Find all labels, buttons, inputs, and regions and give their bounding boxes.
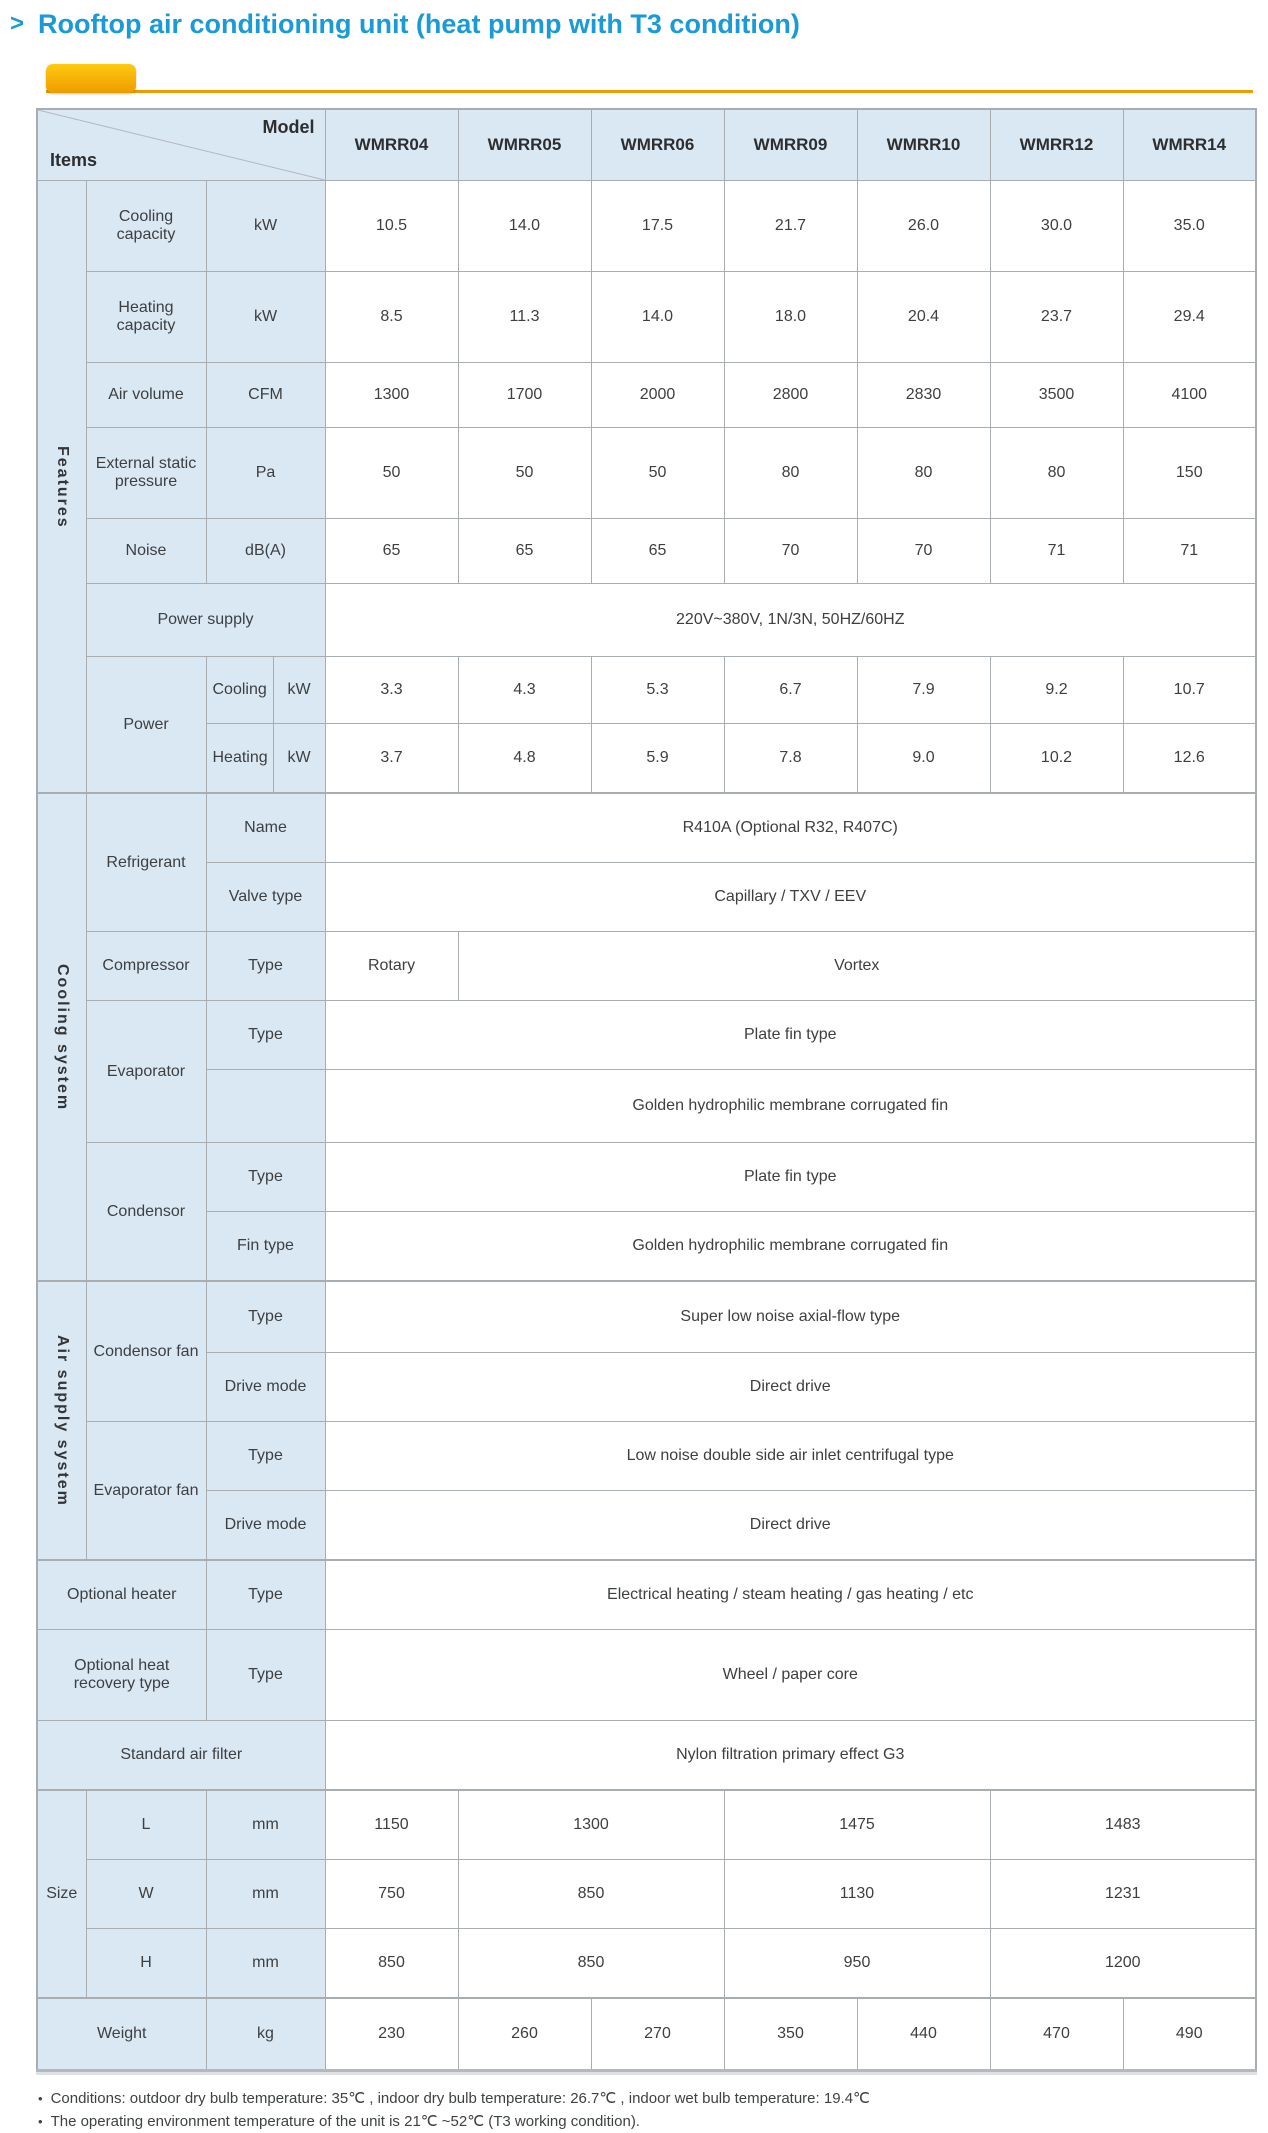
value-cell: 70 xyxy=(857,519,990,584)
value-cell: 1200 xyxy=(990,1929,1256,1999)
table-row xyxy=(37,1143,1256,1212)
value-cell: 12.6 xyxy=(1123,724,1256,794)
row-label: Cooling capacity xyxy=(86,181,206,272)
table-row xyxy=(37,1212,1256,1282)
value-cell: 3.7 xyxy=(325,724,458,794)
value-cell: 850 xyxy=(325,1929,458,1999)
bullet-icon: • xyxy=(38,2113,43,2129)
value-cell: 5.9 xyxy=(591,724,724,794)
value-cell: 1130 xyxy=(724,1860,990,1929)
value-cell: 17.5 xyxy=(591,181,724,272)
page-title-text: Rooftop air conditioning unit (heat pump with T3 condition) xyxy=(38,9,800,39)
table-row xyxy=(37,657,1256,724)
table-row xyxy=(37,863,1256,932)
sub-label: Type xyxy=(206,932,325,1001)
value-cell: 3500 xyxy=(990,363,1123,428)
sub-label: Type xyxy=(206,1630,325,1721)
title-marker-icon: > xyxy=(10,10,25,37)
unit-cell: mm xyxy=(206,1790,325,1860)
value-cell: Golden hydrophilic membrane corrugated fin xyxy=(325,1212,1256,1282)
table-row xyxy=(37,1422,1256,1491)
corner-cell xyxy=(37,109,325,181)
value-cell: 440 xyxy=(857,1998,990,2071)
table-row xyxy=(37,1790,1256,1860)
value-cell: Vortex xyxy=(458,932,1256,1001)
sub-label: Drive mode xyxy=(206,1491,325,1561)
value-cell: 29.4 xyxy=(1123,272,1256,363)
note-line xyxy=(38,2111,1268,2133)
value-cell: 2000 xyxy=(591,363,724,428)
unit-cell: mm xyxy=(206,1929,325,1999)
unit-cell: kW xyxy=(206,181,325,272)
sub-label: Type xyxy=(206,1281,325,1353)
row-label: Weight xyxy=(37,1998,206,2071)
table-row xyxy=(37,724,1256,794)
value-cell: Plate fin type xyxy=(325,1001,1256,1070)
value-cell: 1300 xyxy=(458,1790,724,1860)
table-row xyxy=(37,1070,1256,1143)
value-cell: 4100 xyxy=(1123,363,1256,428)
value-cell: 9.0 xyxy=(857,724,990,794)
value-cell: Rotary xyxy=(325,932,458,1001)
unit-cell: kW xyxy=(206,272,325,363)
value-cell: 8.5 xyxy=(325,272,458,363)
value-cell: 850 xyxy=(458,1860,724,1929)
value-cell: 5.3 xyxy=(591,657,724,724)
value-cell: 21.7 xyxy=(724,181,857,272)
table-row xyxy=(37,181,1256,272)
unit-cell: kg xyxy=(206,1998,325,2071)
value-cell: 7.8 xyxy=(724,724,857,794)
table-row xyxy=(37,363,1256,428)
value-cell: R410A (Optional R32, R407C) xyxy=(325,793,1256,863)
value-cell: Capillary / TXV / EEV xyxy=(325,863,1256,932)
value-cell: 80 xyxy=(724,428,857,519)
model-header: WMRR06 xyxy=(591,109,724,181)
table-row xyxy=(37,1998,1256,2071)
value-cell: 4.8 xyxy=(458,724,591,794)
accent-chip xyxy=(46,64,136,93)
value-cell: 35.0 xyxy=(1123,181,1256,272)
row-label: Evaporator fan xyxy=(86,1422,206,1561)
note-text: The operating environment temperature of the unit is 21℃ ~52℃ (T3 working condition). xyxy=(50,2112,640,2130)
value-cell: 23.7 xyxy=(990,272,1123,363)
sub-label: Fin type xyxy=(206,1212,325,1282)
value-cell: 4.3 xyxy=(458,657,591,724)
spec-table xyxy=(36,108,1257,2072)
table-row xyxy=(37,1721,1256,1791)
table-row xyxy=(37,584,1256,657)
value-cell: Golden hydrophilic membrane corrugated fin xyxy=(325,1070,1256,1143)
sub-label: Name xyxy=(206,793,325,863)
value-cell: 2800 xyxy=(724,363,857,428)
value-cell: Wheel / paper core xyxy=(325,1630,1256,1721)
value-cell: 6.7 xyxy=(724,657,857,724)
value-cell: Direct drive xyxy=(325,1491,1256,1561)
value-cell: 20.4 xyxy=(857,272,990,363)
bullet-icon: • xyxy=(38,2091,43,2107)
table-row xyxy=(37,793,1256,863)
model-corner-label: Model xyxy=(262,117,315,138)
value-cell: Super low noise axial-flow type xyxy=(325,1281,1256,1353)
section-label-size: Size xyxy=(37,1790,86,1998)
sub-label: Valve type xyxy=(206,863,325,932)
footnotes xyxy=(38,2088,1268,2133)
row-label: Power supply xyxy=(86,584,325,657)
unit-cell: Pa xyxy=(206,428,325,519)
row-label: Condensor fan xyxy=(86,1281,206,1422)
value-cell: Plate fin type xyxy=(325,1143,1256,1212)
table-row xyxy=(37,1560,1256,1630)
model-header: WMRR09 xyxy=(724,109,857,181)
value-cell: 1475 xyxy=(724,1790,990,1860)
section-label-features: Features xyxy=(37,181,86,794)
value-cell: 3.3 xyxy=(325,657,458,724)
row-label: L xyxy=(86,1790,206,1860)
value-cell: 7.9 xyxy=(857,657,990,724)
value-cell: 10.5 xyxy=(325,181,458,272)
row-label: Compressor xyxy=(86,932,206,1001)
value-cell: Electrical heating / steam heating / gas heating / etc xyxy=(325,1560,1256,1630)
row-label: Optional heat recovery type xyxy=(37,1630,206,1721)
value-cell: 230 xyxy=(325,1998,458,2071)
value-cell: 750 xyxy=(325,1860,458,1929)
value-cell: 10.7 xyxy=(1123,657,1256,724)
value-cell: 270 xyxy=(591,1998,724,2071)
table-row xyxy=(37,1001,1256,1070)
sub-label: Drive mode xyxy=(206,1353,325,1422)
unit-cell: dB(A) xyxy=(206,519,325,584)
value-cell: 70 xyxy=(724,519,857,584)
value-cell: 11.3 xyxy=(458,272,591,363)
value-cell: 71 xyxy=(990,519,1123,584)
value-cell: Low noise double side air inlet centrifugal type xyxy=(325,1422,1256,1491)
value-cell: 9.2 xyxy=(990,657,1123,724)
table-row xyxy=(37,932,1256,1001)
value-cell: 1300 xyxy=(325,363,458,428)
value-cell: 260 xyxy=(458,1998,591,2071)
sub-label: Type xyxy=(206,1560,325,1630)
section-label-air-supply-system: Air supply system xyxy=(37,1281,86,1560)
sub-label xyxy=(206,1070,325,1143)
items-corner-label: Items xyxy=(50,150,98,171)
value-cell: 18.0 xyxy=(724,272,857,363)
model-header: WMRR04 xyxy=(325,109,458,181)
table-row xyxy=(37,1929,1256,1999)
table-row xyxy=(37,1630,1256,1721)
row-label: External static pressure xyxy=(86,428,206,519)
table-row xyxy=(37,1860,1256,1929)
value-cell: 850 xyxy=(458,1929,724,1999)
table-row xyxy=(37,272,1256,363)
unit-cell: kW xyxy=(273,724,325,794)
value-cell: 80 xyxy=(857,428,990,519)
row-label: H xyxy=(86,1929,206,1999)
accent-bar xyxy=(0,52,1268,100)
table-header-row xyxy=(37,109,1256,181)
sub-label: Type xyxy=(206,1422,325,1491)
value-cell: 30.0 xyxy=(990,181,1123,272)
value-cell: 950 xyxy=(724,1929,990,1999)
value-cell: Nylon filtration primary effect G3 xyxy=(325,1721,1256,1791)
row-label: Power xyxy=(86,657,206,794)
note-text: Conditions: outdoor dry bulb temperature: 35℃ , indoor dry bulb temperature: 26.7℃ , indoor wet bulb temperature: 19.4℃ xyxy=(50,2090,870,2108)
value-cell: 10.2 xyxy=(990,724,1123,794)
table-row xyxy=(37,519,1256,584)
value-cell: Direct drive xyxy=(325,1353,1256,1422)
note-line xyxy=(38,2088,1268,2111)
value-cell: 65 xyxy=(325,519,458,584)
model-header: WMRR10 xyxy=(857,109,990,181)
accent-line xyxy=(46,90,1253,93)
value-cell: 150 xyxy=(1123,428,1256,519)
value-cell: 1150 xyxy=(325,1790,458,1860)
sub-label: Type xyxy=(206,1001,325,1070)
value-cell: 65 xyxy=(458,519,591,584)
row-label: Condensor xyxy=(86,1143,206,1282)
value-cell: 1483 xyxy=(990,1790,1256,1860)
value-cell: 1700 xyxy=(458,363,591,428)
row-label: Noise xyxy=(86,519,206,584)
section-label-cooling-system: Cooling system xyxy=(37,793,86,1281)
row-label: Air volume xyxy=(86,363,206,428)
table-row xyxy=(37,428,1256,519)
value-cell: 26.0 xyxy=(857,181,990,272)
unit-cell: CFM xyxy=(206,363,325,428)
sub-label: Heating xyxy=(206,724,273,794)
value-cell: 50 xyxy=(458,428,591,519)
value-cell: 71 xyxy=(1123,519,1256,584)
table-row xyxy=(37,1281,1256,1353)
model-header: WMRR12 xyxy=(990,109,1123,181)
value-cell: 470 xyxy=(990,1998,1123,2071)
value-cell: 14.0 xyxy=(458,181,591,272)
unit-cell: mm xyxy=(206,1860,325,1929)
row-label: W xyxy=(86,1860,206,1929)
value-cell: 2830 xyxy=(857,363,990,428)
value-cell: 350 xyxy=(724,1998,857,2071)
value-cell: 50 xyxy=(591,428,724,519)
value-cell: 65 xyxy=(591,519,724,584)
table-row xyxy=(37,1491,1256,1561)
value-cell: 220V~380V, 1N/3N, 50HZ/60HZ xyxy=(325,584,1256,657)
value-cell: 490 xyxy=(1123,1998,1256,2071)
model-header: WMRR05 xyxy=(458,109,591,181)
page-title xyxy=(10,8,1268,40)
value-cell: 14.0 xyxy=(591,272,724,363)
unit-cell: kW xyxy=(273,657,325,724)
row-label: Optional heater xyxy=(37,1560,206,1630)
sub-label: Cooling xyxy=(206,657,273,724)
table-row xyxy=(37,1353,1256,1422)
value-cell: 50 xyxy=(325,428,458,519)
row-label: Evaporator xyxy=(86,1001,206,1143)
row-label: Refrigerant xyxy=(86,793,206,932)
row-label: Heating capacity xyxy=(86,272,206,363)
model-header: WMRR14 xyxy=(1123,109,1256,181)
value-cell: 80 xyxy=(990,428,1123,519)
row-label: Standard air filter xyxy=(37,1721,325,1791)
sub-label: Type xyxy=(206,1143,325,1212)
value-cell: 1231 xyxy=(990,1860,1256,1929)
